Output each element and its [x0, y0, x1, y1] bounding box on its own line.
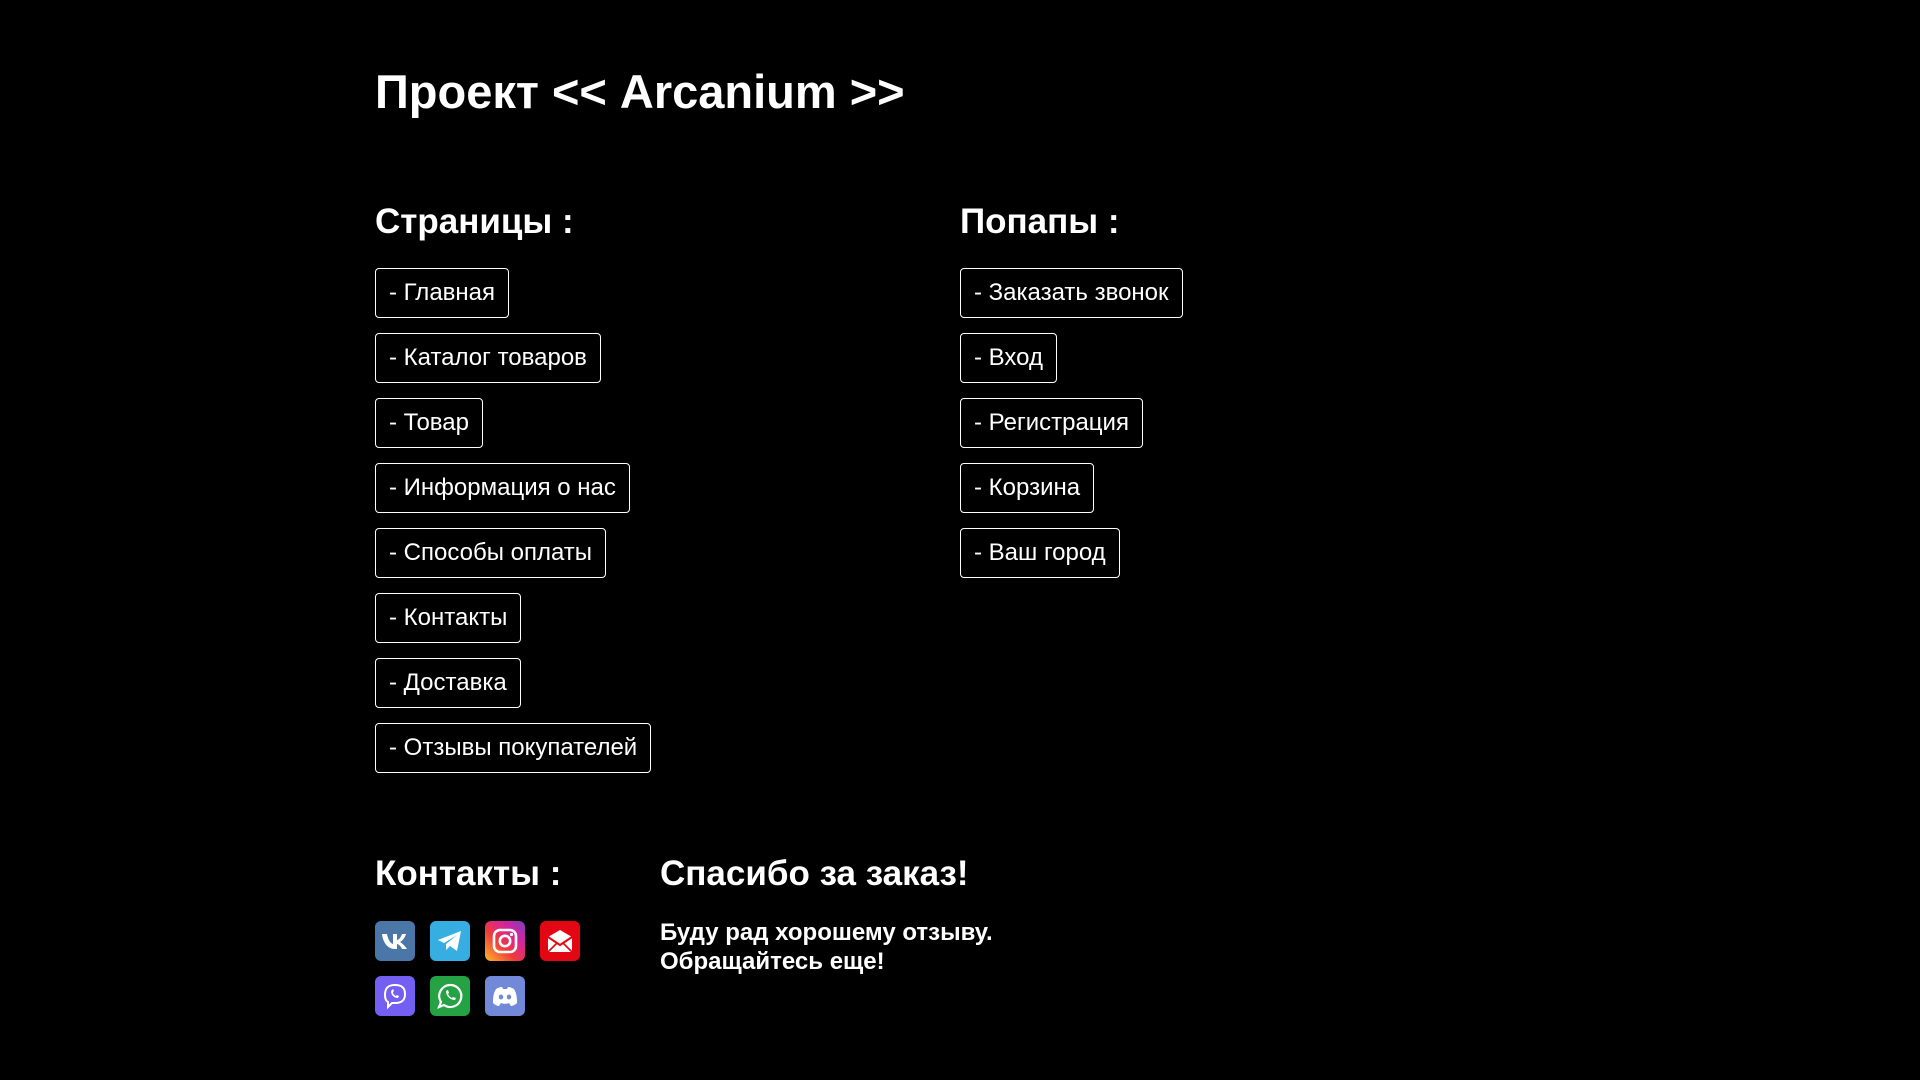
page-link-contacts[interactable]: - Контакты	[375, 593, 521, 643]
contacts-section-title: Контакты :	[375, 854, 562, 893]
discord-icon[interactable]	[485, 976, 525, 1016]
list-item	[375, 398, 651, 463]
project-title: Проект << Arcanium >>	[375, 65, 905, 118]
pages-list	[375, 268, 651, 788]
list-item	[375, 333, 651, 398]
list-item	[960, 398, 1183, 463]
page-link-main[interactable]: - Главная	[375, 268, 509, 318]
popups-section-title: Попапы :	[960, 202, 1120, 241]
popup-link-callback[interactable]: - Заказать звонок	[960, 268, 1183, 318]
page-link-product[interactable]: - Товар	[375, 398, 483, 448]
pages-section-title: Страницы :	[375, 202, 574, 241]
social-icons	[375, 921, 615, 1016]
thanks-line-2: Обращайтесь еще!	[660, 948, 885, 975]
mail-icon[interactable]	[540, 921, 580, 961]
list-item	[375, 528, 651, 593]
list-item	[375, 658, 651, 723]
whatsapp-icon[interactable]	[430, 976, 470, 1016]
list-item	[375, 463, 651, 528]
popup-link-login[interactable]: - Вход	[960, 333, 1057, 383]
list-item	[375, 268, 651, 333]
list-item	[960, 333, 1183, 398]
popup-link-city[interactable]: - Ваш город	[960, 528, 1120, 578]
list-item	[375, 723, 651, 788]
page-link-reviews[interactable]: - Отзывы покупателей	[375, 723, 651, 773]
thanks-line-1: Буду рад хорошему отзыву.	[660, 919, 993, 946]
list-item	[375, 593, 651, 658]
telegram-icon[interactable]	[430, 921, 470, 961]
page-link-about[interactable]: - Информация о нас	[375, 463, 630, 513]
thanks-message	[660, 918, 993, 976]
list-item	[960, 463, 1183, 528]
instagram-icon[interactable]	[485, 921, 525, 961]
list-item	[960, 268, 1183, 333]
page-link-payment[interactable]: - Способы оплаты	[375, 528, 606, 578]
list-item	[960, 528, 1183, 593]
popup-link-cart[interactable]: - Корзина	[960, 463, 1094, 513]
page-link-catalog[interactable]: - Каталог товаров	[375, 333, 601, 383]
thanks-title: Спасибо за заказ!	[660, 854, 969, 893]
popup-link-register[interactable]: - Регистрация	[960, 398, 1143, 448]
page-link-delivery[interactable]: - Доставка	[375, 658, 521, 708]
viber-icon[interactable]	[375, 976, 415, 1016]
popups-list	[960, 268, 1183, 593]
vk-icon[interactable]	[375, 921, 415, 961]
